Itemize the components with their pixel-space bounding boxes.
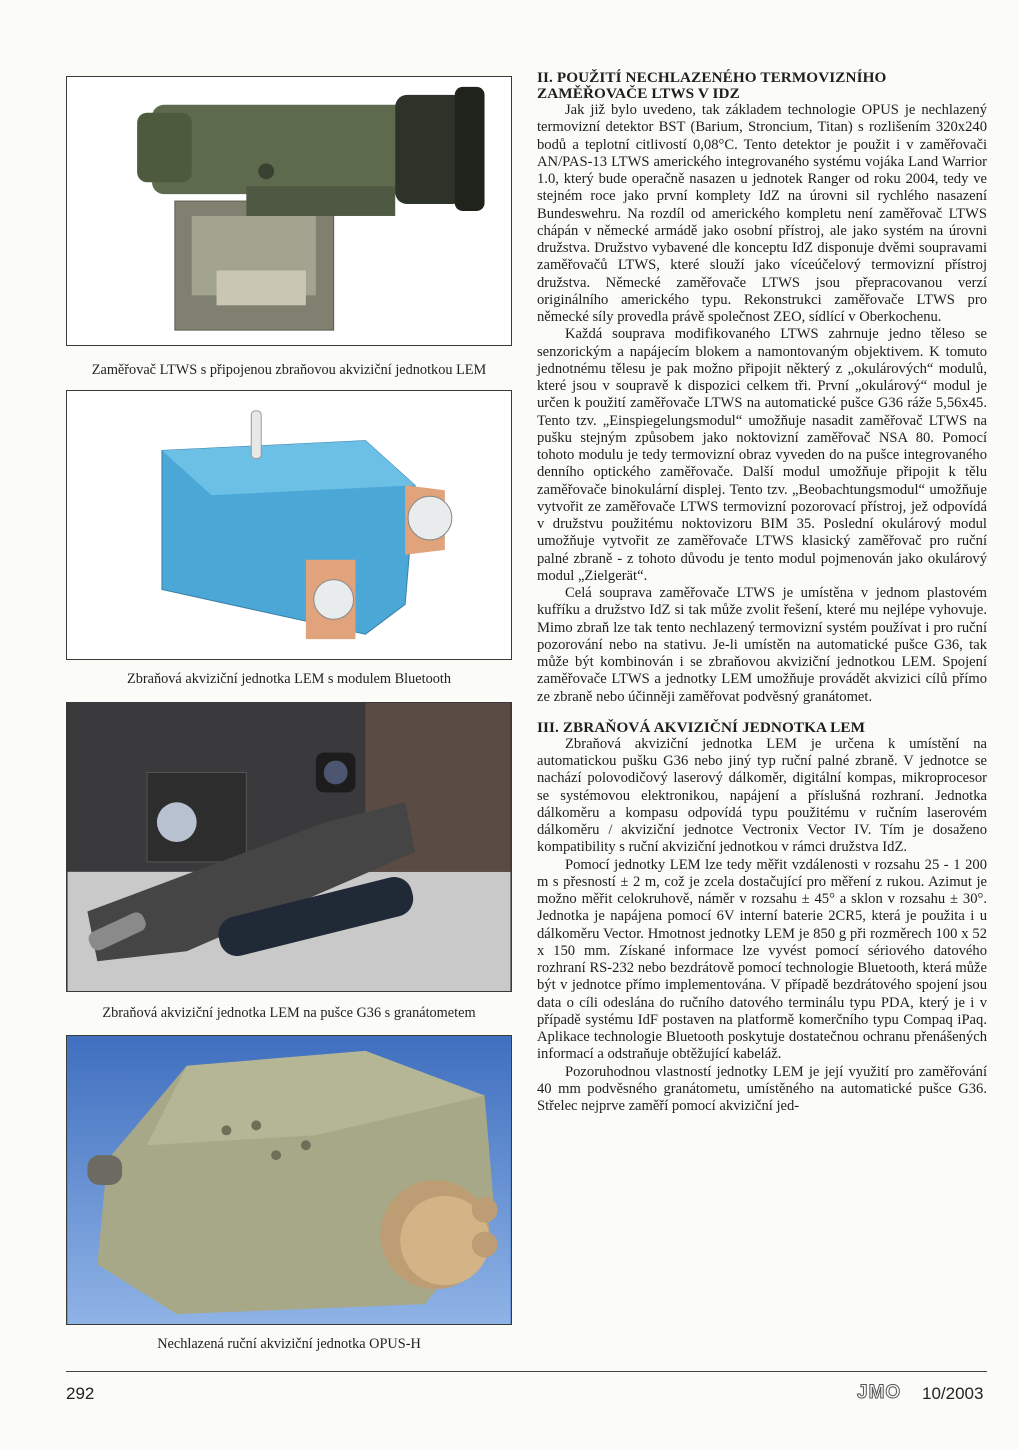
paragraph: Jak již bylo uvedeno, tak základem technologie OPUS je nechlazený termovizní detektor BST (Barium, Stroncium, Titan) s rozlišením 320x240 bodů a teplotní citlivostí 0,08°C. Tento detektor je použit i v zaměřovači AN/PAS-13 LTWS amerického integrovaného systému vojáka Land Warrior 1.0, který bude operačně nasazen u jednotek Ranger od roku 2004, tedy ve stejném roce jako první komplety IdZ na úrovni sil rychlého nasazení Bundeswehru. Na rozdíl od amerického kompletu není zaměřovač LTWS chápán v německé armádě jako osobní přístroj, ale jako systém na úrovni družstva. Družstvo vybavené dle konceptu IdZ disponuje dvěmi soupravami zaměřovačů LTWS, které slouží jako víceúčelový termovizní přístroj družstva. Německé zaměřovače LTWS jsou přepracovanou verzí originálního amerického typu. Rekonstrukci zaměřovače LTWS pro německé síly provedla právě společnost ZEO, sídlící v Oberkochenu.: [537, 102, 987, 325]
paragraph: Pozoruhodnou vlastností jednotky LEM je její využití pro zaměřování 40 mm podvěsného granátometu, umístěného na automatické pušce G36. Střelec nejprve zaměří pomocí akviziční jed-: [537, 1063, 987, 1114]
figure-caption: Zaměřovač LTWS s připojenou zbraňovou akviziční jednotkou LEM: [91, 362, 487, 378]
footer-rule: [66, 1371, 987, 1372]
figure-caption: Nechlazená ruční akviziční jednotka OPUS-H: [157, 1336, 421, 1352]
figure-caption: Zbraňová akviziční jednotka LEM s modulem Bluetooth: [127, 671, 451, 687]
ltws-sight-photo: [67, 77, 511, 345]
heading-line: II. POUŽITÍ NECHLAZENÉHO TERMOVIZNÍHO: [537, 69, 887, 86]
heading-line: ZAMĚŘOVAČE LTWS V IDZ: [537, 85, 740, 102]
article-column: [537, 70, 987, 1115]
page-number: 292: [66, 1384, 95, 1403]
paragraph: Každá souprava modifikovaného LTWS zahrnuje jedno těleso se senzorickým a napájecím blokem a namontovaným objektivem. K tomuto jednotnému tělesu je pak možno připojit některý z „okulárových“ modulů, které jsou v soupravě k dispozici celkem tři. První „okulárový“ modul je určen k použití zaměřovače LTWS na automatické pušce G36 ráže 5,56x45. Tento tzv. „Einspiegelungsmodul“ umožňuje nasadit zaměřovač LTWS na pušku stejným způsobem jako noktovizní zaměřovač NSA 80. Pomocí tohoto modulu je tedy termovizní obraz vyveden do na pušce integrovaného denního optického zaměřovače. Další modul umožňuje připojit k tělu zaměřovače binokulární displej. Tento tzv. „Beobachtungsmodul“ umožňuje vytvořit ze zaměřovače LTWS termovizní pozorovací přístroj, jež odpovídá v družstvu použitému noktovizoru BIM 35. Poslední okulárový modul umožňuje vytvořit ze zaměřovače LTWS klasický zaměřovač pro ruční palné zbraně - z tohoto důvodu je tento modul pojmenován jako okulárový modul „Zielgerät“.: [537, 326, 987, 584]
lem-on-g36-photo: [67, 703, 511, 991]
paragraph: Pomocí jednotky LEM lze tedy měřit vzdálenosti v rozsahu 25 - 1 200 m s přesností ± 2 m, což je zcela dostačující pro měření z rukou. Azimut je možno měřit celokruhově, náměr v rozsahu ± 45° a sklon v rozsahu ± 30°. Jednotka je napájena pomocí 6V interní baterie 2CR5, která je použita i u dálkoměru Vector. Hmotnost jednotky LEM je 850 g při rozměrech 100 x 52 x 150 mm. Získané informace lze vyvést pomocí sériového datového rozhraní RS-232 nebo bezdrátově pomocí technologie Bluetooth, která může být v jednotce přímo implementována. V případě bezdrátového spojení jsou data o cíli odeslána do ručního datového terminálu typu PDA, který je i v případě systému IdF postaven na platformě komerčního typu Compaq iPaq. Aplikace technologie Bluetooth poskytuje dostatečnou ochranu přenášených informací a odstraňuje obtěžující kabeláž.: [537, 856, 987, 1063]
paragraph: Celá souprava zaměřovače LTWS je umístěna v jednom plastovém kufříku a družstvo IdZ si tak může zvolit řešení, které mu nejlépe vyhovuje. Mimo zbraň lze tak tento nechlazený termovizní systém používat i pro ruční pozorování nebo na stativu. Je-li umístěn na automatické pušce G36, tak může být kombinován i se zbraňovou akviziční jednotkou LEM. Spojení zaměřovače LTWS a jednotky LEM umožňuje provádět akvizici cílů přímo ze zbraně nebo účinněji zaměřovat podvěsný granátomet.: [537, 585, 987, 705]
figure-ltws-sight: [66, 76, 512, 346]
magazine-logo: JMO: [857, 1382, 902, 1403]
figure-opus-h: [66, 1035, 512, 1325]
figure-caption: Zbraňová akviziční jednotka LEM na pušce G36 s granátometem: [102, 1005, 476, 1021]
section-heading: III. ZBRAŇOVÁ AKVIZIČNÍ JEDNOTKA LEM: [537, 718, 866, 736]
paragraph: Zbraňová akviziční jednotka LEM je určena k umístění na automatickou pušku G36 nebo jiný typ ruční palné zbraně. V jednotce se nachází polovodičový laserový dálkoměr, digitální kompas, mikroprocesor se systémovou elektronikou, napájení a příslušná rozhraní. Jednotka dálkoměru a kompasu odpovídá typu použitému v ručním laserovém dálkoměru / akviziční jednotce Vectronix Vector IV. Tím je dosaženo kompatibility s ruční akviziční jednotkou v rámci družstva IdZ.: [537, 735, 987, 856]
figure-lem-on-g36: [66, 702, 512, 992]
opus-h-render: [67, 1036, 511, 1324]
section-heading: [537, 70, 987, 102]
issue-number: 10/2003: [922, 1384, 984, 1403]
lem-bluetooth-render: [67, 391, 511, 659]
figure-lem-bluetooth: [66, 390, 512, 660]
